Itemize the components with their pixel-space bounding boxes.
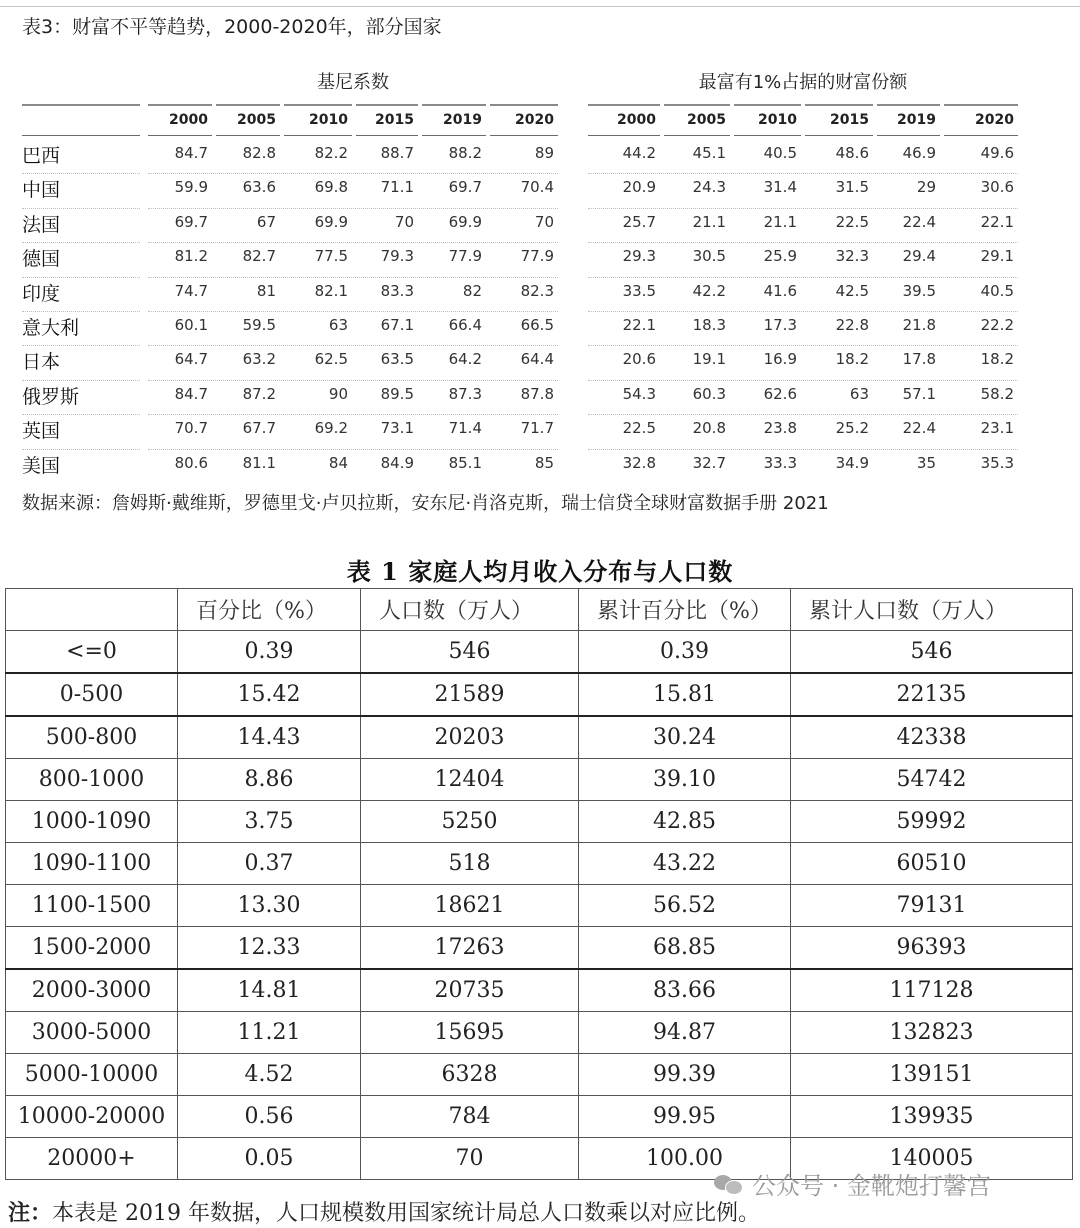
top1-share-value: 62.6	[763, 384, 797, 403]
row-separator	[588, 345, 1018, 346]
gini-value: 88.2	[448, 144, 482, 162]
row-separator	[588, 414, 1018, 415]
top1-share-value: 32.7	[692, 453, 726, 472]
gini-value: 87.3	[448, 384, 482, 403]
table-row	[6, 1096, 1073, 1138]
cum-percent-cell: 94.87	[579, 1012, 791, 1054]
header-rule	[588, 135, 660, 136]
cum-percent-cell: 15.81	[579, 673, 791, 716]
gini-value: 70.4	[520, 178, 554, 197]
gini-value: 82.8	[242, 144, 276, 162]
top1-share-value: 22.8	[835, 316, 869, 334]
top1-share-value: 44.2	[622, 144, 656, 162]
income-range-cell: 500-800	[6, 716, 178, 759]
header-rule	[734, 104, 801, 106]
row-separator	[148, 345, 558, 346]
gini-value: 81	[256, 281, 276, 300]
year-header: 2020	[515, 112, 554, 128]
row-separator	[588, 311, 1018, 312]
country-name: 德国	[22, 248, 61, 271]
row-separator	[588, 380, 1018, 381]
population-cell: 20735	[361, 969, 579, 1012]
cum-percent-cell: 0.39	[579, 631, 791, 674]
header-rule	[148, 104, 212, 106]
gini-value: 67.7	[242, 419, 276, 438]
top1-share-value: 21.8	[902, 316, 936, 334]
gini-value: 77.9	[520, 247, 554, 266]
country-name: 英国	[22, 420, 61, 443]
top1-share-value: 18.3	[692, 316, 726, 334]
top1-share-value: 40.5	[980, 281, 1014, 300]
top1-share-value: 31.4	[763, 178, 797, 197]
gini-value: 71.7	[520, 419, 554, 438]
gini-group-title: 基尼系数	[317, 72, 389, 93]
cum-population-cell: 42338	[791, 716, 1073, 759]
cum-population-cell: 60510	[791, 843, 1073, 885]
row-separator	[588, 277, 1018, 278]
gini-value: 63.6	[242, 178, 276, 197]
top1-share-value: 25.2	[835, 419, 869, 438]
top1-share-value: 35	[916, 453, 936, 472]
percent-cell: 12.33	[178, 927, 361, 970]
table3-title: 表3：财富不平等趋势，2000-2020年，部分国家	[22, 16, 442, 38]
cum-percent-cell: 68.85	[579, 927, 791, 970]
gini-value: 59.9	[174, 178, 208, 197]
table-row	[6, 716, 1073, 759]
top1-share-value: 32.8	[622, 453, 656, 472]
row-separator	[588, 449, 1018, 450]
table1-title: 表 1 家庭人均月收入分布与人口数	[346, 557, 734, 586]
gini-value: 73.1	[380, 419, 414, 438]
cum-percent-cell: 100.00	[579, 1138, 791, 1180]
header-percent: 百分比（%）	[178, 589, 361, 631]
percent-cell: 0.37	[178, 843, 361, 885]
row-separator	[148, 277, 558, 278]
wechat-icon	[714, 1173, 744, 1195]
gini-value: 84.7	[174, 144, 208, 162]
top1-share-value: 42.2	[692, 281, 726, 300]
top1-share-value: 30.6	[980, 178, 1014, 197]
gini-value: 85	[534, 453, 554, 472]
percent-cell: 11.21	[178, 1012, 361, 1054]
year-header: 2000	[169, 112, 208, 128]
top1-share-value: 22.4	[902, 212, 936, 231]
top1-share-value: 22.1	[622, 316, 656, 334]
gini-value: 77.5	[314, 247, 348, 266]
population-cell: 784	[361, 1096, 579, 1138]
gini-value: 82.3	[520, 281, 554, 300]
percent-cell: 14.81	[178, 969, 361, 1012]
gini-value: 71.1	[380, 178, 414, 197]
row-separator	[22, 208, 140, 209]
country-name: 俄罗斯	[22, 385, 80, 408]
gini-value: 81.1	[242, 453, 276, 472]
header-rule	[284, 135, 352, 136]
row-separator	[22, 242, 140, 243]
table-row	[6, 843, 1073, 885]
top1-share-value: 48.6	[835, 144, 869, 162]
income-range-cell: 1000-1090	[6, 801, 178, 843]
income-distribution-table	[5, 588, 1073, 1180]
country-name: 印度	[22, 282, 61, 305]
year-header: 2010	[309, 112, 348, 128]
top1-share-value: 29.4	[902, 247, 936, 266]
gini-value: 82.1	[314, 281, 348, 300]
table-row	[6, 631, 1073, 674]
row-separator	[148, 380, 558, 381]
top1-share-value: 22.1	[980, 212, 1014, 231]
header-rule	[148, 135, 212, 136]
year-header: 2015	[375, 112, 414, 128]
percent-cell: 4.52	[178, 1054, 361, 1096]
top1-share-value: 17.8	[902, 350, 936, 369]
header-rule	[805, 135, 873, 136]
table-row	[6, 969, 1073, 1012]
gini-value: 85.1	[448, 453, 482, 472]
country-name: 法国	[22, 213, 61, 236]
header-income-range	[6, 589, 178, 631]
top1-share-value: 23.1	[980, 419, 1014, 438]
top1-share-value: 21.1	[763, 212, 797, 231]
gini-value: 84.7	[174, 384, 208, 403]
year-header: 2005	[237, 112, 276, 128]
income-range-cell: 0-500	[6, 673, 178, 716]
gini-value: 87.2	[242, 384, 276, 403]
row-separator	[22, 277, 140, 278]
table1-note	[8, 1196, 760, 1227]
year-header: 2015	[830, 112, 869, 128]
header-rule	[734, 135, 801, 136]
income-range-cell: 5000-10000	[6, 1054, 178, 1096]
year-header: 2020	[975, 112, 1014, 128]
table3-source: 数据来源：詹姆斯·戴维斯，罗德里戈·卢贝拉斯，安东尼·肖洛克斯，瑞士信贷全球财富数据手册 2021	[22, 493, 829, 514]
gini-value: 90	[328, 384, 348, 403]
population-cell: 20203	[361, 716, 579, 759]
percent-cell: 8.86	[178, 759, 361, 801]
row-separator	[22, 449, 140, 450]
percent-cell: 13.30	[178, 885, 361, 927]
gini-value: 69.7	[174, 212, 208, 231]
income-range-cell: 1500-2000	[6, 927, 178, 970]
gini-value: 84.9	[380, 453, 414, 472]
top1-share-value: 20.6	[622, 350, 656, 369]
gini-value: 62.5	[314, 350, 348, 369]
top1-share-value: 22.4	[902, 419, 936, 438]
header-rule	[22, 135, 140, 136]
country-name: 意大利	[22, 317, 80, 339]
country-name: 中国	[22, 179, 61, 202]
top1-share-value: 22.2	[980, 316, 1014, 334]
top1-share-value: 29.1	[980, 247, 1014, 266]
row-separator	[588, 242, 1018, 243]
header-population: 人口数（万人）	[361, 589, 579, 631]
population-cell: 70	[361, 1138, 579, 1180]
gini-value: 64.7	[174, 350, 208, 369]
cum-percent-cell: 42.85	[579, 801, 791, 843]
top1-share-value: 58.2	[980, 384, 1014, 403]
percent-cell: 0.05	[178, 1138, 361, 1180]
header-rule	[877, 104, 940, 106]
population-cell: 6328	[361, 1054, 579, 1096]
year-header: 2019	[897, 112, 936, 128]
top1-share-value: 39.5	[902, 281, 936, 300]
top1-share-value: 45.1	[692, 144, 726, 162]
gini-value: 87.8	[520, 384, 554, 403]
income-range-cell: 800-1000	[6, 759, 178, 801]
population-cell: 21589	[361, 673, 579, 716]
gini-value: 88.7	[380, 144, 414, 162]
gini-value: 82.2	[314, 144, 348, 162]
cum-population-cell: 59992	[791, 801, 1073, 843]
gini-value: 67.1	[380, 316, 414, 334]
population-cell: 15695	[361, 1012, 579, 1054]
gini-value: 67	[256, 212, 276, 231]
country-name: 美国	[22, 454, 61, 477]
top1-share-value: 18.2	[980, 350, 1014, 369]
top1-share-value: 29	[916, 178, 936, 197]
cum-percent-cell: 99.95	[579, 1096, 791, 1138]
header-cum-percent: 累计百分比（%）	[579, 589, 791, 631]
note-text: 本表是 2019 年数据，人口规模数用国家统计局总人口数乘以对应比例。	[52, 1201, 760, 1226]
header-rule	[944, 104, 1018, 106]
top1-share-value: 57.1	[902, 384, 936, 403]
row-separator	[588, 208, 1018, 209]
population-cell: 518	[361, 843, 579, 885]
top1-share-value: 34.9	[835, 453, 869, 472]
table-row	[6, 801, 1073, 843]
top1-share-value: 17.3	[763, 316, 797, 334]
income-range-cell: 1090-1100	[6, 843, 178, 885]
row-separator	[148, 449, 558, 450]
row-separator	[588, 173, 1018, 174]
income-range-cell: 3000-5000	[6, 1012, 178, 1054]
top1-share-value: 33.3	[763, 453, 797, 472]
top1-share-value: 46.9	[902, 144, 936, 162]
gini-value: 66.4	[448, 316, 482, 334]
population-cell: 17263	[361, 927, 579, 970]
row-separator	[148, 208, 558, 209]
cum-percent-cell: 39.10	[579, 759, 791, 801]
cum-population-cell: 139151	[791, 1054, 1073, 1096]
header-rule	[216, 135, 280, 136]
year-header: 2019	[443, 112, 482, 128]
header-rule	[490, 104, 558, 106]
table-row	[6, 885, 1073, 927]
top1-share-value: 41.6	[763, 281, 797, 300]
top1-share-value: 33.5	[622, 281, 656, 300]
header-rule	[877, 135, 940, 136]
cum-population-cell: 22135	[791, 673, 1073, 716]
top1-share-value: 30.5	[692, 247, 726, 266]
top1-share-value: 40.5	[763, 144, 797, 162]
gini-value: 69.9	[314, 212, 348, 231]
percent-cell: 0.39	[178, 631, 361, 674]
table-row	[6, 927, 1073, 970]
gini-value: 69.9	[448, 212, 482, 231]
top1-share-value: 63	[849, 384, 869, 403]
header-rule	[356, 104, 418, 106]
top-divider	[0, 6, 1080, 7]
gini-value: 83.3	[380, 281, 414, 300]
cum-population-cell: 79131	[791, 885, 1073, 927]
table-row	[6, 759, 1073, 801]
top1-share-value: 31.5	[835, 178, 869, 197]
top1-share-value: 20.8	[692, 419, 726, 438]
cum-percent-cell: 99.39	[579, 1054, 791, 1096]
country-name: 巴西	[22, 145, 61, 167]
top1-share-value: 25.9	[763, 247, 797, 266]
watermark-text: 公众号 · 金靴炮打馨宫	[752, 1172, 991, 1200]
cum-percent-cell: 56.52	[579, 885, 791, 927]
population-cell: 18621	[361, 885, 579, 927]
header-rule	[422, 104, 486, 106]
top1-share-value: 60.3	[692, 384, 726, 403]
percent-cell: 0.56	[178, 1096, 361, 1138]
header-rule	[944, 135, 1018, 136]
top1-share-value: 35.3	[980, 453, 1014, 472]
table-header-row	[6, 589, 1073, 631]
year-header: 2000	[617, 112, 656, 128]
gini-value: 80.6	[174, 453, 208, 472]
top1-share-value: 54.3	[622, 384, 656, 403]
top1-share-value: 21.1	[692, 212, 726, 231]
gini-value: 74.7	[174, 281, 208, 300]
header-rule	[664, 104, 730, 106]
top1-share-value: 49.6	[980, 144, 1014, 162]
gini-value: 89.5	[380, 384, 414, 403]
row-separator	[148, 173, 558, 174]
row-separator	[148, 414, 558, 415]
table-row	[6, 1012, 1073, 1054]
year-header: 2005	[687, 112, 726, 128]
top1-share-value: 20.9	[622, 178, 656, 197]
note-label: 注：	[8, 1200, 53, 1226]
top1-group-title: 最富有1%占据的财富份额	[698, 72, 908, 93]
top1-share-value: 18.2	[835, 350, 869, 369]
row-separator	[22, 311, 140, 312]
income-range-cell: 20000+	[6, 1138, 178, 1180]
cum-percent-cell: 83.66	[579, 969, 791, 1012]
percent-cell: 14.43	[178, 716, 361, 759]
cum-population-cell: 117128	[791, 969, 1073, 1012]
table-row	[6, 1054, 1073, 1096]
gini-value: 70.7	[174, 419, 208, 438]
gini-value: 63.2	[242, 350, 276, 369]
header-rule	[284, 104, 352, 106]
cum-percent-cell: 43.22	[579, 843, 791, 885]
gini-value: 63.5	[380, 350, 414, 369]
row-separator	[22, 173, 140, 174]
population-cell: 12404	[361, 759, 579, 801]
header-rule	[588, 104, 660, 106]
gini-value: 60.1	[174, 316, 208, 334]
header-rule	[422, 135, 486, 136]
top1-share-value: 22.5	[835, 212, 869, 231]
income-range-cell: <=0	[6, 631, 178, 674]
gini-value: 79.3	[380, 247, 414, 266]
population-cell: 5250	[361, 801, 579, 843]
gini-value: 82.7	[242, 247, 276, 266]
cum-population-cell: 96393	[791, 927, 1073, 970]
gini-value: 70	[534, 212, 554, 231]
gini-value: 89	[534, 144, 554, 162]
country-name: 日本	[22, 351, 61, 374]
top1-share-value: 25.7	[622, 212, 656, 231]
header-rule	[216, 104, 280, 106]
gini-value: 71.4	[448, 419, 482, 438]
row-separator	[22, 380, 140, 381]
header-rule	[22, 104, 140, 106]
gini-value: 69.8	[314, 178, 348, 197]
top1-share-value: 19.1	[692, 350, 726, 369]
gini-value: 84	[328, 453, 348, 472]
row-separator	[148, 242, 558, 243]
top1-share-value: 24.3	[692, 178, 726, 197]
top1-share-value: 42.5	[835, 281, 869, 300]
income-range-cell: 2000-3000	[6, 969, 178, 1012]
cum-population-cell: 139935	[791, 1096, 1073, 1138]
year-header: 2010	[758, 112, 797, 128]
gini-value: 70	[394, 212, 414, 231]
gini-value: 77.9	[448, 247, 482, 266]
gini-value: 66.5	[520, 316, 554, 334]
cum-population-cell: 140005	[791, 1138, 1073, 1180]
top1-share-value: 23.8	[763, 419, 797, 438]
population-cell: 546	[361, 631, 579, 674]
cum-population-cell: 546	[791, 631, 1073, 674]
top1-share-value: 16.9	[763, 350, 797, 369]
top1-share-value: 32.3	[835, 247, 869, 266]
row-separator	[148, 311, 558, 312]
income-range-cell: 10000-20000	[6, 1096, 178, 1138]
gini-value: 81.2	[174, 247, 208, 266]
cum-population-cell: 132823	[791, 1012, 1073, 1054]
cum-population-cell: 54742	[791, 759, 1073, 801]
top1-share-value: 29.3	[622, 247, 656, 266]
gini-value: 82	[462, 281, 482, 300]
income-range-cell: 1100-1500	[6, 885, 178, 927]
gini-value: 64.4	[520, 350, 554, 369]
row-separator	[22, 345, 140, 346]
header-rule	[356, 135, 418, 136]
cum-percent-cell: 30.24	[579, 716, 791, 759]
gini-value: 69.2	[314, 419, 348, 438]
gini-value: 63	[328, 316, 348, 334]
gini-value: 64.2	[448, 350, 482, 369]
gini-value: 69.7	[448, 178, 482, 197]
header-rule	[664, 135, 730, 136]
percent-cell: 3.75	[178, 801, 361, 843]
row-separator	[22, 414, 140, 415]
header-rule	[490, 135, 558, 136]
header-cum-population: 累计人口数（万人）	[791, 589, 1073, 631]
top1-share-value: 22.5	[622, 419, 656, 438]
gini-value: 59.5	[242, 316, 276, 334]
watermark	[714, 1166, 991, 1201]
table-row	[6, 673, 1073, 716]
header-rule	[805, 104, 873, 106]
percent-cell: 15.42	[178, 673, 361, 716]
